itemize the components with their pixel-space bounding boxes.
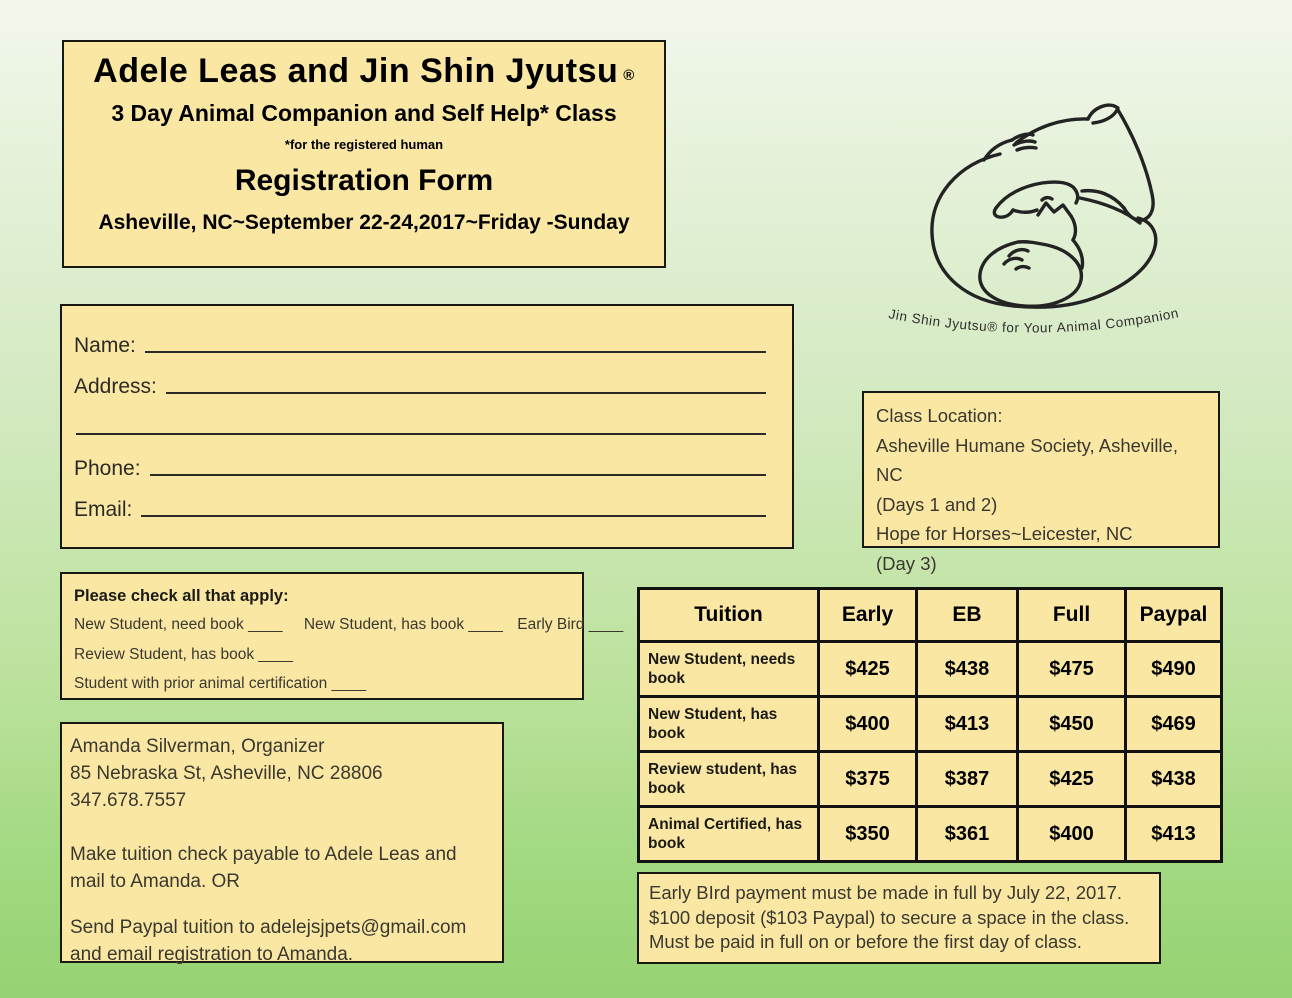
class-location-line: (Day 3) [876,552,937,574]
page-title: Adele Leas and Jin Shin Jyutsu ® [93,52,635,90]
col-header-paypal: Paypal [1126,589,1222,642]
deposit-note: $100 deposit ($103 Paypal) to secure a space in the class. [649,906,1130,928]
class-location-line: Hope for Horses~Leicester, NC [876,523,1133,544]
price-cell: $475 [1018,642,1126,697]
spacer [70,814,496,841]
payment-check-instructions: Make tuition check payable to Adele Leas and mail to Amanda. OR [70,844,457,892]
col-header-tuition: Tuition [639,589,819,642]
price-cell: $361 [917,807,1018,862]
organizer-phone: 347.678.7557 [70,790,187,811]
animal-logo-icon [866,96,1252,354]
table-row [639,752,1222,807]
class-subtitle: 3 Day Animal Companion and Self Help* Class [111,100,617,126]
price-cell: $400 [819,697,917,752]
registered-trademark: ® [623,67,635,84]
header-box [62,40,666,268]
price-cell: $387 [917,752,1018,807]
email-label: Email: [74,497,133,521]
payment-due-note: Must be paid in full on or before the first day of class. [649,931,1082,952]
logo [866,96,1252,354]
checkbox-review-student-has-book[interactable]: Review Student, has book ____ [74,645,293,663]
form-title: Registration Form [234,164,494,197]
checklist-row [74,669,570,699]
contact-form-box [60,304,794,549]
checklist-row [74,610,624,640]
tuition-table-header-row [639,589,1222,642]
price-cell: $450 [1018,697,1126,752]
col-header-early: Early [819,589,917,642]
logo-caption: Jin Shin Jyutsu® for Your Animal Companion [887,305,1181,336]
early-bird-deadline: Early BIrd payment must be made in full by July 22, 2017. [649,882,1123,903]
table-row [639,697,1222,752]
address2-input-line[interactable] [76,433,766,435]
row-label: New Student, needs book [639,642,819,697]
phone-label: Phone: [74,456,141,480]
col-header-eb: EB [917,589,1018,642]
price-cell: $425 [1018,752,1126,807]
checklist-title: Please check all that apply: [74,587,289,605]
checkbox-new-student-need-book[interactable]: New Student, need book ____ [74,616,283,633]
price-cell: $438 [917,642,1018,697]
table-row [639,642,1222,697]
class-location-title: Class Location: [876,405,1003,426]
price-cell: $375 [819,752,917,807]
checklist-row [74,640,570,670]
payment-paypal-instructions: Send Paypal tuition to adelejsjpets@gmail.com and email registration to Amanda. [70,917,467,965]
early-bird-note-box [637,872,1161,964]
price-cell: $400 [1018,807,1126,862]
checkbox-early-bird[interactable]: Early Bird ____ [517,616,624,633]
col-header-full: Full [1018,589,1126,642]
email-field-row [74,480,766,521]
price-cell: $490 [1126,642,1222,697]
row-label: New Student, has book [639,697,819,752]
organizer-address: 85 Nebraska St, Asheville, NC 28806 [70,763,383,784]
price-cell: $413 [1126,807,1222,862]
table-row [639,807,1222,862]
address2-field-row [74,398,766,439]
checklist-box [60,572,624,700]
tuition-table [637,587,1223,863]
row-label: Review student, has book [639,752,819,807]
address-field-row [74,357,766,398]
address-label: Address: [74,374,157,398]
checkbox-prior-animal-certification[interactable]: Student with prior animal certification ____ [74,675,367,692]
class-location-box [862,391,1220,574]
email-input-line[interactable] [141,515,766,517]
checkbox-new-student-has-book[interactable]: New Student, has book ____ [303,616,503,633]
class-location-line: (Days 1 and 2) [876,493,998,515]
organizer-name: Amanda Silverman, Organizer [70,736,325,757]
price-cell: $350 [819,807,917,862]
phone-field-row [74,439,766,480]
price-cell: $438 [1126,752,1222,807]
organizer-box [60,722,504,963]
price-cell: $469 [1126,697,1222,752]
price-cell: $425 [819,642,917,697]
name-label: Name: [74,333,136,357]
phone-input-line[interactable] [150,474,766,476]
address-input-line[interactable] [166,392,766,394]
name-field-row [74,316,766,357]
row-label: Animal Certified, has book [639,807,819,862]
footnote: *for the registered human [284,137,444,152]
price-cell: $413 [917,697,1018,752]
class-location-line: Asheville Humane Society, Asheville, NC [876,434,1178,485]
name-input-line[interactable] [145,351,766,353]
event-date-location: Asheville, NC~September 22-24,2017~Friday -Sunday [98,211,630,234]
